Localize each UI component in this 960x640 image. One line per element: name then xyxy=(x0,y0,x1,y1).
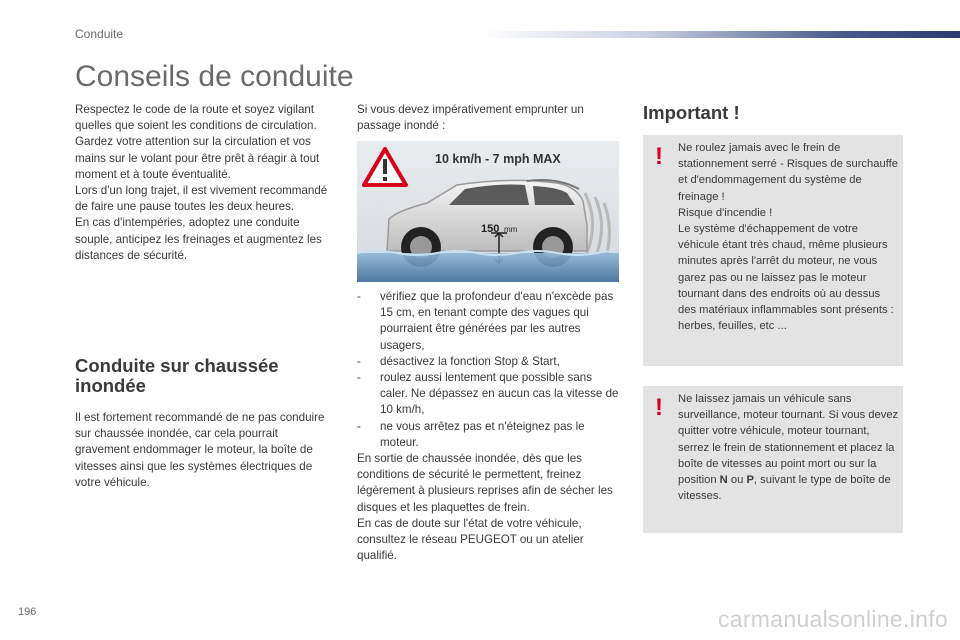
depth-value: 150 xyxy=(481,223,500,235)
warning-line: Ne roulez jamais avec le frein de stationnement serré - Risques de surchauffe et d'endommagement du système de freinage ! xyxy=(678,142,898,203)
warning-line: Le système d'échappement de votre véhicule étant très chaud, même plusieurs minutes après l'arrêt du moteur, ne vous garez pas ou ne laissez pas le moteur tournant dans des endroits où au dessus des matériaux inflammables sont présents : herbes, feuilles, etc ... xyxy=(678,223,894,333)
intro-column xyxy=(75,102,340,264)
list-item xyxy=(357,419,622,451)
warning-text-part: , suivant le type de boîte de vitesses. xyxy=(678,474,891,503)
intro-paragraph: Lors d'un long trajet, il est vivement recommandé de faire une pause toutes les deux heures. xyxy=(75,184,328,214)
intro-paragraph: Gardez votre attention sur la circulation et vos mains sur le volant pour être prêt à réagir à tout moment et à toute éventualité. xyxy=(75,135,320,181)
instruction-list xyxy=(357,289,622,451)
warning-text xyxy=(678,391,900,504)
flooded-intro: Si vous devez impérativement emprunter un passage inondé : xyxy=(357,103,584,133)
list-item-text: roulez aussi lentement que possible sans caler. Ne dépassez en aucun cas la vitesse de 10 km/h, xyxy=(380,371,619,417)
list-dash: - xyxy=(357,371,361,385)
warning-line: Risque d'incendie ! xyxy=(678,206,773,219)
page-title: Conseils de conduite xyxy=(75,60,354,93)
exclamation-icon: ! xyxy=(655,143,663,170)
page-number: 196 xyxy=(18,606,37,618)
flooded-instructions xyxy=(357,289,622,564)
warning-text-part: Ne laissez jamais un véhicule sans surveillance, moteur tournant. Si vous devez quitter votre véhicule, moteur tournant, serrez le frein de stationnement et placez la boîte de vitesses au point mort ou sur la position xyxy=(678,393,899,487)
flooded-road-text: Il est fortement recommandé de ne pas conduire sur chaussée inondée, car cela pourrait gravement endommager le moteur, la boîte de vitesses ainsi que les systèmes électriques de votre véhicule. xyxy=(75,411,325,489)
doubt-paragraph: En cas de doute sur l'état de votre véhicule, consultez le réseau PEUGEOT ou un atelier qualifié. xyxy=(357,516,584,563)
header-gradient-bar xyxy=(480,31,960,38)
gear-position-n: N xyxy=(719,474,728,487)
intro-paragraph: Respectez le code de la route et soyez vigilant quelles que soient les conditions de circulation. xyxy=(75,103,317,133)
list-dash: - xyxy=(357,290,361,303)
list-dash: - xyxy=(357,419,361,433)
list-item xyxy=(357,370,622,419)
depth-unit: mm xyxy=(504,225,518,234)
exclamation-icon: ! xyxy=(655,394,663,421)
section-label: Conduite xyxy=(75,27,124,41)
list-item-text: désactivez la fonction Stop & Start, xyxy=(380,354,560,368)
flooded-road-heading: Conduite sur chaussée inondée xyxy=(75,355,279,396)
watermark: carmanualsonline.info xyxy=(717,606,948,632)
speed-label: 10 km/h - 7 mph MAX xyxy=(435,152,561,166)
car-in-water-image xyxy=(357,141,619,282)
warning-text-part: ou xyxy=(727,474,747,487)
intro-paragraph: En cas d'intempéries, adoptez une conduite souple, anticipez les freinages et augmentez les distances de sécurité. xyxy=(75,216,322,262)
gear-position-p: P xyxy=(746,474,754,487)
list-item-text: ne vous arrêtez pas et n'éteignez pas le moteur. xyxy=(380,419,585,449)
warning-text xyxy=(678,140,900,334)
list-item xyxy=(357,289,622,354)
list-dash: - xyxy=(357,354,361,368)
important-heading: Important ! xyxy=(643,102,740,123)
water-surface xyxy=(357,253,619,282)
after-flood-paragraph: En sortie de chaussée inondée, dès que les conditions de sécurité le permettent, freinez légèrement à plusieurs reprises afin de sécher les disques et les plaquettes de frein. xyxy=(357,452,613,514)
flooded-road-illustration xyxy=(357,141,619,282)
warning-box-parking-brake xyxy=(643,135,903,366)
list-item-text: vérifiez que la profondeur d'eau n'excède pas 15 cm, en tenant compte des vagues qui pourraient être générées par les autres usagers, xyxy=(380,290,614,352)
list-item xyxy=(357,354,622,370)
warning-box-unattended xyxy=(643,386,903,533)
